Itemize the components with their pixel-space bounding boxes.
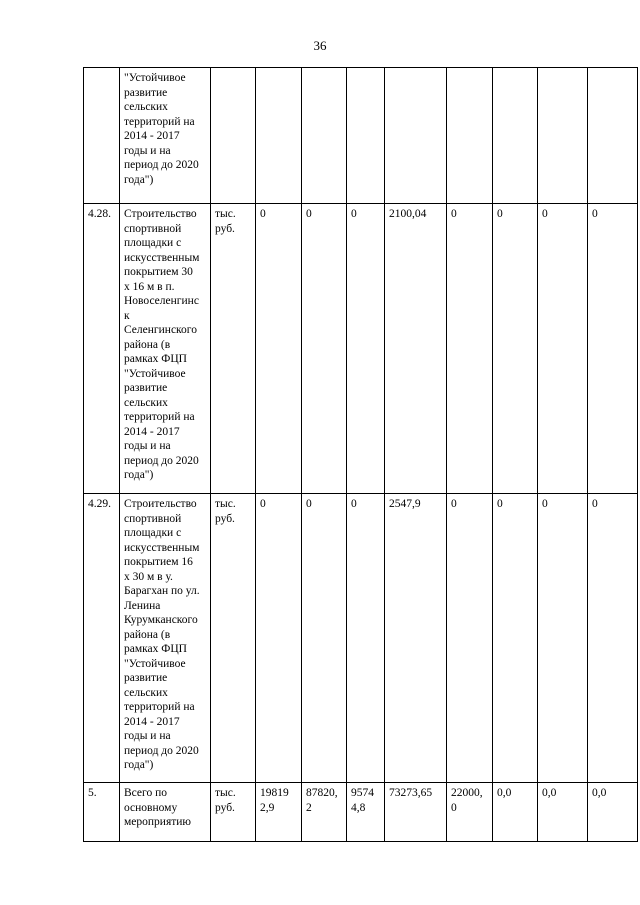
value-cell — [256, 204, 302, 494]
description-line: сельских — [124, 396, 168, 409]
unit-line: руб. — [215, 801, 235, 814]
unit-line: тыс. — [215, 208, 236, 220]
value-cell — [385, 204, 447, 494]
description-line: основному — [124, 801, 178, 814]
value-cell — [588, 204, 638, 494]
unit-line: руб. — [215, 222, 235, 235]
description-line: "Устойчивое — [124, 72, 186, 84]
description-line: года") — [124, 759, 154, 771]
description-line: годы и на — [124, 730, 171, 742]
description-line: спортивной — [124, 222, 182, 235]
description-line: района (в — [124, 628, 171, 641]
description-line: развитие — [124, 382, 168, 394]
row-number-cell: 4.29. — [84, 494, 120, 783]
value-line: 0,0 — [542, 787, 557, 799]
description-line: х 16 м в п. — [124, 280, 175, 293]
value-cell — [447, 204, 493, 494]
table-row — [84, 204, 638, 494]
value-cell — [256, 68, 302, 204]
description-line: период до 2020 — [124, 454, 199, 467]
value-cell — [347, 494, 385, 783]
description-line: Всего по — [124, 787, 167, 799]
value-cell — [385, 494, 447, 783]
value-cell — [447, 68, 493, 204]
value-line: 0 — [451, 208, 457, 220]
value-line: 0 — [451, 498, 457, 510]
value-cell — [538, 204, 588, 494]
row-number-cell — [84, 68, 120, 204]
description-line: покрытием 30 — [124, 266, 193, 278]
description-line: 2014 - 2017 — [124, 130, 180, 142]
value-line: 9574 — [351, 787, 374, 799]
description-line: к — [124, 309, 130, 322]
table-row — [84, 783, 638, 842]
value-cell — [302, 494, 347, 783]
description-line: территорий на — [124, 115, 195, 128]
value-cell — [588, 783, 638, 842]
value-cell — [447, 494, 493, 783]
value-cell — [538, 494, 588, 783]
value-cell — [385, 783, 447, 842]
description-line: территорий на — [124, 411, 195, 423]
value-line: 0 — [306, 208, 312, 220]
description-line: развитие — [124, 86, 168, 99]
value-cell — [256, 494, 302, 783]
value-line: 0,0 — [497, 787, 512, 799]
description-line: годы и на — [124, 440, 171, 452]
table-row — [84, 494, 638, 783]
description-line: 2014 - 2017 — [124, 425, 180, 438]
value-line: 0 — [592, 208, 598, 220]
value-line: 73273,65 — [389, 787, 433, 799]
description-line: Ленина — [124, 599, 161, 612]
unit-cell — [211, 204, 256, 494]
value-line: 4,8 — [351, 801, 366, 814]
description-line: мероприятию — [124, 816, 192, 828]
value-line: 0 — [306, 498, 312, 510]
unit-cell — [211, 783, 256, 842]
value-line: 0 — [592, 498, 598, 510]
description-line: Селенгинского — [124, 324, 197, 336]
description-line: года") — [124, 173, 154, 186]
table-row — [84, 68, 638, 204]
description-line: Строительство — [124, 498, 197, 510]
description-line: района (в — [124, 338, 171, 351]
value-line: 0 — [497, 498, 503, 510]
unit-line: тыс. — [215, 498, 236, 510]
value-cell — [588, 68, 638, 204]
description-cell — [120, 68, 211, 204]
value-line: 0,0 — [592, 787, 607, 799]
value-line: 0 — [542, 208, 548, 220]
unit-line: руб. — [215, 512, 235, 525]
value-line: 22000, — [451, 787, 483, 799]
value-cell — [385, 68, 447, 204]
value-line: 0 — [260, 498, 266, 510]
value-line: 0 — [260, 208, 266, 220]
description-line: искусственным — [124, 251, 200, 264]
value-line: 0 — [542, 498, 548, 510]
value-cell — [493, 68, 538, 204]
value-line: 0 — [497, 208, 503, 220]
description-line: площадки с — [124, 237, 182, 249]
value-line: 2 — [306, 801, 312, 814]
unit-cell — [211, 68, 256, 204]
description-line: сельских — [124, 101, 168, 113]
value-cell — [493, 494, 538, 783]
value-line: 0 — [351, 498, 357, 510]
description-line: рамках ФЦП — [124, 643, 187, 655]
unit-line: тыс. — [215, 787, 236, 799]
description-line: "Устойчивое — [124, 657, 186, 670]
description-line: период до 2020 — [124, 744, 199, 757]
value-cell — [347, 204, 385, 494]
value-cell — [538, 783, 588, 842]
description-line: х 30 м в у. — [124, 570, 173, 583]
description-line: "Устойчивое — [124, 367, 186, 380]
value-cell — [302, 204, 347, 494]
page-number: 36 — [313, 38, 327, 53]
row-number-cell: 4.28. — [84, 204, 120, 494]
description-line: сельских — [124, 686, 168, 699]
value-cell — [447, 783, 493, 842]
description-line: Барагхан по ул. — [124, 585, 200, 597]
description-cell — [120, 783, 211, 842]
description-line: 2014 - 2017 — [124, 715, 180, 728]
budget-table — [83, 67, 638, 842]
value-cell — [588, 494, 638, 783]
value-line: 87820, — [306, 787, 338, 799]
unit-cell — [211, 494, 256, 783]
description-line: покрытием 16 — [124, 556, 193, 568]
description-line: Строительство — [124, 208, 197, 220]
value-cell — [302, 68, 347, 204]
description-line: Курумканского — [124, 614, 198, 626]
value-line: 2547,9 — [389, 498, 421, 510]
value-cell — [493, 783, 538, 842]
description-cell — [120, 204, 211, 494]
description-line: развитие — [124, 672, 168, 684]
value-line: 2,9 — [260, 801, 275, 814]
description-line: площадки с — [124, 527, 182, 539]
value-line: 19819 — [260, 787, 289, 799]
description-line: искусственным — [124, 541, 200, 554]
row-number-cell: 5. — [84, 783, 120, 842]
value-cell — [256, 783, 302, 842]
value-cell — [538, 68, 588, 204]
description-line: года") — [124, 469, 154, 481]
description-line: Новоселенгинс — [124, 295, 199, 307]
value-cell — [493, 204, 538, 494]
description-line: годы и на — [124, 144, 171, 157]
value-line: 2100,04 — [389, 208, 427, 220]
value-cell — [302, 783, 347, 842]
description-line: период до 2020 — [124, 159, 199, 171]
value-line: 0 — [351, 208, 357, 220]
value-cell — [347, 783, 385, 842]
value-cell — [347, 68, 385, 204]
description-line: спортивной — [124, 512, 182, 525]
description-line: территорий на — [124, 701, 195, 713]
description-line: рамках ФЦП — [124, 353, 187, 365]
value-line: 0 — [451, 801, 457, 814]
description-cell — [120, 494, 211, 783]
